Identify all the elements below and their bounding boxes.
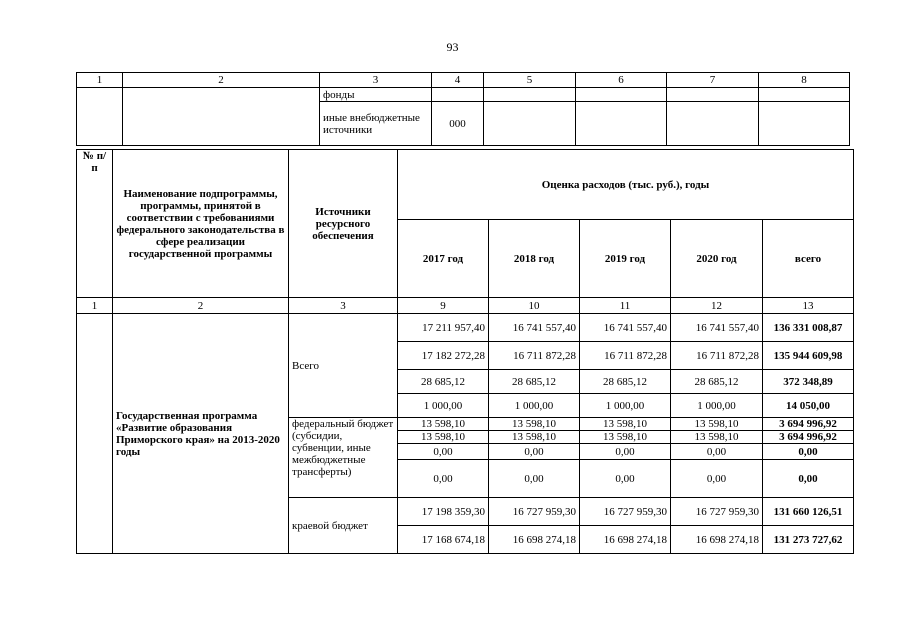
source-cell: Всего (289, 314, 398, 418)
total-cell: 3 694 996,92 (763, 431, 854, 444)
header-year: 2017 год (398, 220, 489, 298)
value-cell: 13 598,10 (671, 431, 763, 444)
total-cell: 131 660 126,51 (763, 498, 854, 526)
value-cell: 28 685,12 (580, 370, 671, 394)
value-cell: 0,00 (580, 444, 671, 460)
value-cell: 28 685,12 (489, 370, 580, 394)
header-year: 2020 год (671, 220, 763, 298)
value-cell: 1 000,00 (671, 394, 763, 418)
source-cell: фонды (320, 88, 432, 102)
value-cell: 16 727 959,30 (489, 498, 580, 526)
col-num: 3 (320, 73, 432, 88)
value-cell: 13 598,10 (580, 431, 671, 444)
value-cell: 13 598,10 (489, 431, 580, 444)
continuation-table (76, 72, 850, 146)
col-num: 6 (576, 73, 667, 88)
page-number: 93 (446, 40, 459, 54)
value-cell: 0,00 (398, 444, 489, 460)
value-cell: 13 598,10 (398, 431, 489, 444)
value-cell: 1 000,00 (398, 394, 489, 418)
value-cell: 16 727 959,30 (580, 498, 671, 526)
value-cell: 0,00 (489, 460, 580, 498)
table-row (77, 88, 850, 102)
program-name: Государственная программа «Развитие образования Приморского края» на 2013-2020 годы (113, 314, 289, 554)
value-cell: 16 698 274,18 (489, 526, 580, 554)
value-cell: 13 598,10 (580, 418, 671, 431)
value-cell: 0,00 (671, 460, 763, 498)
value-cell: 16 741 557,40 (671, 314, 763, 342)
total-cell: 136 331 008,87 (763, 314, 854, 342)
header-year: 2018 год (489, 220, 580, 298)
col-num: 9 (398, 298, 489, 314)
value-cell: 28 685,12 (671, 370, 763, 394)
col-num: 2 (123, 73, 320, 88)
value-cell: 16 711 872,28 (489, 342, 580, 370)
total-cell: 0,00 (763, 460, 854, 498)
value-cell: 17 182 272,28 (398, 342, 489, 370)
header-name: Наименование подпрограммы, программы, принятой в соответствии с требованиями федерального законодательства в сфере реализации государственной программы (113, 150, 289, 298)
value-cell: 13 598,10 (671, 418, 763, 431)
column-number-row (77, 298, 854, 314)
value-cell: 1 000,00 (580, 394, 671, 418)
col-num: 3 (289, 298, 398, 314)
col-num: 12 (671, 298, 763, 314)
col-num: 13 (763, 298, 854, 314)
value-cell: 28 685,12 (398, 370, 489, 394)
col-num: 2 (113, 298, 289, 314)
value-cell: 17 211 957,40 (398, 314, 489, 342)
header-sources: Источники ресурсного обеспечения (289, 150, 398, 298)
code-cell: 000 (432, 102, 484, 146)
value-cell: 16 698 274,18 (671, 526, 763, 554)
total-cell: 131 273 727,62 (763, 526, 854, 554)
table-row (77, 314, 854, 342)
source-cell: федеральный бюджет (субсидии, субвенции, иные межбюджетные трансферты) (289, 418, 398, 498)
col-num: 4 (432, 73, 484, 88)
col-num: 1 (77, 298, 113, 314)
value-cell: 16 711 872,28 (580, 342, 671, 370)
value-cell: 0,00 (398, 460, 489, 498)
total-cell: 372 348,89 (763, 370, 854, 394)
header-estimate: Оценка расходов (тыс. руб.), годы (398, 150, 854, 220)
value-cell: 16 741 557,40 (580, 314, 671, 342)
value-cell: 17 198 359,30 (398, 498, 489, 526)
header-year: 2019 год (580, 220, 671, 298)
value-cell: 0,00 (671, 444, 763, 460)
col-num: 11 (580, 298, 671, 314)
value-cell: 16 711 872,28 (671, 342, 763, 370)
value-cell: 0,00 (580, 460, 671, 498)
header-num: № п/п (77, 150, 113, 298)
expense-table (76, 149, 854, 554)
col-num: 5 (484, 73, 576, 88)
value-cell: 1 000,00 (489, 394, 580, 418)
total-cell: 14 050,00 (763, 394, 854, 418)
value-cell: 13 598,10 (398, 418, 489, 431)
value-cell: 0,00 (489, 444, 580, 460)
source-cell: иные внебюджетные источники (320, 102, 432, 146)
column-number-row (77, 73, 850, 88)
header-total: всего (763, 220, 854, 298)
value-cell: 16 698 274,18 (580, 526, 671, 554)
value-cell: 16 741 557,40 (489, 314, 580, 342)
col-num: 10 (489, 298, 580, 314)
value-cell: 16 727 959,30 (671, 498, 763, 526)
total-cell: 0,00 (763, 444, 854, 460)
col-num: 1 (77, 73, 123, 88)
col-num: 7 (667, 73, 759, 88)
source-cell: краевой бюджет (289, 498, 398, 554)
code-cell (432, 88, 484, 102)
total-cell: 135 944 609,98 (763, 342, 854, 370)
total-cell: 3 694 996,92 (763, 418, 854, 431)
value-cell: 17 168 674,18 (398, 526, 489, 554)
value-cell: 13 598,10 (489, 418, 580, 431)
col-num: 8 (759, 73, 850, 88)
